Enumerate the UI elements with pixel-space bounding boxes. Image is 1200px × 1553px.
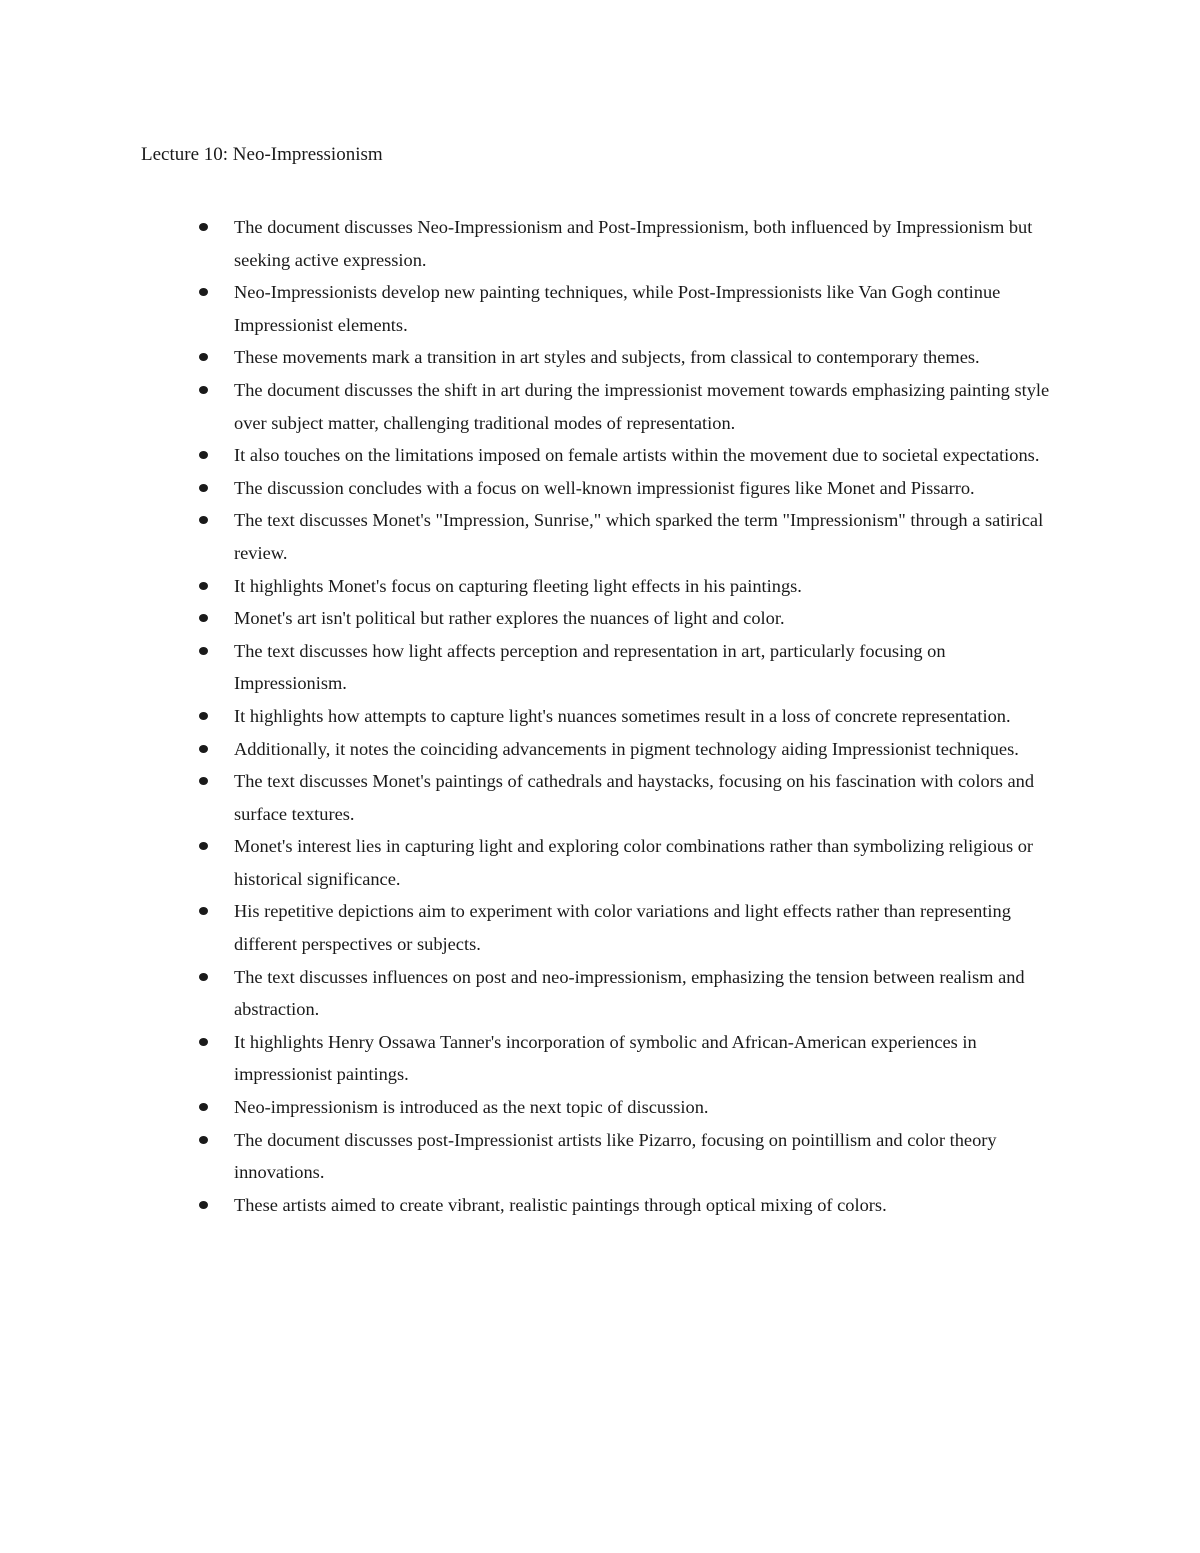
list-item-text: It highlights Monet's focus on capturing fleeting light effects in his paintings. [234, 575, 802, 596]
list-item [199, 765, 1059, 830]
bullet-dot-icon [199, 386, 208, 394]
bullet-dot-icon [199, 777, 208, 785]
bullet-dot-icon [199, 614, 208, 622]
bullet-dot-icon [199, 745, 208, 753]
list-item [199, 602, 1059, 635]
list-item-text: Monet's art isn't political but rather explores the nuances of light and color. [234, 608, 785, 629]
list-item-text: It also touches on the limitations imposed on female artists within the movement due to societal expectations. [234, 445, 1040, 466]
list-item [199, 276, 1059, 341]
list-item [199, 570, 1059, 603]
bullet-dot-icon [199, 1136, 208, 1144]
list-item [199, 472, 1059, 505]
list-item-text: The document discusses the shift in art during the impressionist movement towards emphasizing painting style over subject matter, challenging traditional modes of representation. [234, 379, 1050, 433]
list-item [199, 830, 1059, 895]
list-item-text: It highlights how attempts to capture light's nuances sometimes result in a loss of concrete representation. [234, 705, 1011, 726]
bullet-dot-icon [199, 516, 208, 524]
bullet-dot-icon [199, 712, 208, 720]
list-item [199, 895, 1059, 960]
list-item [199, 700, 1059, 733]
list-item [199, 961, 1059, 1026]
list-item-text: The text discusses how light affects perception and representation in art, particularly focusing on Impressionism. [234, 640, 946, 694]
bullet-dot-icon [199, 842, 208, 850]
list-item-text: The document discusses post-Impressionist artists like Pizarro, focusing on pointillism and color theory innovations. [234, 1129, 997, 1183]
list-item [199, 341, 1059, 374]
bullet-dot-icon [199, 647, 208, 655]
list-item-text: Monet's interest lies in capturing light and exploring color combinations rather than symbolizing religious or historical significance. [234, 836, 1034, 889]
list-item-text: These artists aimed to create vibrant, realistic paintings through optical mixing of colors. [234, 1194, 887, 1215]
bullet-dot-icon [199, 1201, 208, 1209]
bullet-dot-icon [199, 582, 208, 590]
bullet-dot-icon [199, 288, 208, 296]
list-item-text: His repetitive depictions aim to experiment with color variations and light effects rather than representing different perspectives or subjects. [234, 901, 1011, 955]
list-item [199, 1189, 1059, 1222]
list-item [199, 211, 1059, 276]
list-item [199, 635, 1059, 700]
list-item-text: Neo-impressionism is introduced as the next topic of discussion. [234, 1097, 709, 1118]
list-item [199, 439, 1059, 472]
document-title: Lecture 10: Neo-Impressionism [141, 144, 383, 165]
bullet-dot-icon [199, 451, 208, 459]
list-item-text: The text discusses Monet's paintings of cathedrals and haystacks, focusing on his fascination with colors and surface textures. [234, 771, 1035, 824]
list-item-text: Additionally, it notes the coinciding advancements in pigment technology aiding Impressionist techniques. [234, 738, 1019, 759]
list-item [199, 1091, 1059, 1124]
list-item [199, 1124, 1059, 1189]
list-item-text: These movements mark a transition in art styles and subjects, from classical to contemporary themes. [234, 347, 980, 368]
bullet-dot-icon [199, 353, 208, 361]
bullet-list [199, 211, 1059, 1221]
list-item-text: It highlights Henry Ossawa Tanner's incorporation of symbolic and African-American experiences in impressionist paintings. [234, 1031, 977, 1085]
list-item [199, 374, 1059, 439]
bullet-dot-icon [199, 907, 208, 915]
list-item-text: The text discusses influences on post and neo-impressionism, emphasizing the tension between realism and abstraction. [234, 966, 1025, 1020]
bullet-dot-icon [199, 484, 208, 492]
bullet-dot-icon [199, 1038, 208, 1046]
list-item-text: The discussion concludes with a focus on well-known impressionist figures like Monet and Pissarro. [234, 477, 975, 498]
bullet-dot-icon [199, 1103, 208, 1111]
list-item [199, 733, 1059, 766]
list-item [199, 504, 1059, 569]
list-item [199, 1026, 1059, 1091]
bullet-dot-icon [199, 223, 208, 231]
list-item-text: The document discusses Neo-Impressionism and Post-Impressionism, both influenced by Impressionism but seeking active expression. [234, 217, 1033, 270]
list-item-text: Neo-Impressionists develop new painting techniques, while Post-Impressionists like Van Gogh continue Impressionist elements. [234, 282, 1001, 335]
bullet-dot-icon [199, 973, 208, 981]
list-item-text: The text discusses Monet's "Impression, Sunrise," which sparked the term "Impressionism" through a satirical review. [234, 510, 1044, 563]
